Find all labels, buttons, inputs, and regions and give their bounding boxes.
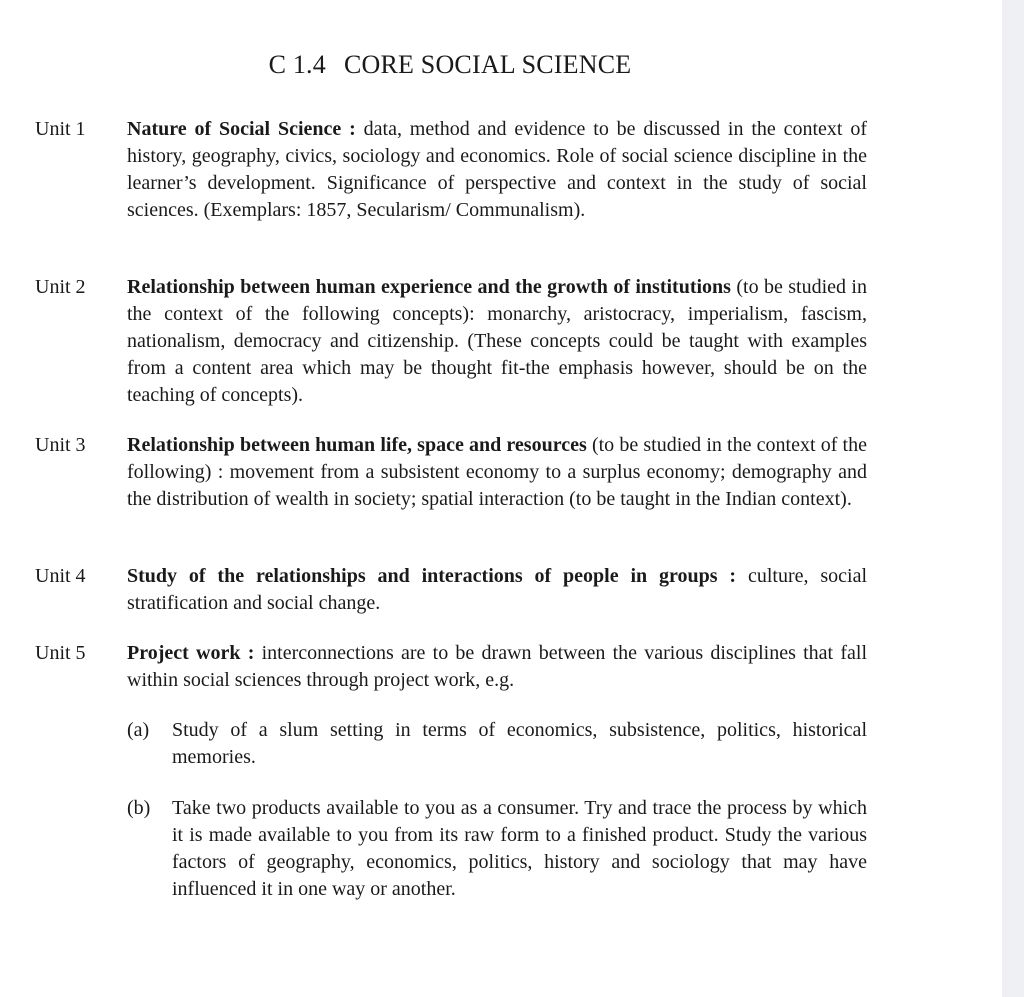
unit-description	[127, 274, 867, 409]
unit-description	[127, 432, 867, 513]
unit-heading: Relationship between human experience and the growth of institutions	[127, 276, 731, 298]
unit-4	[35, 563, 867, 623]
page-edge	[1002, 0, 1024, 997]
unit-text: (to be studied in the context of the following) : movement from a subsistent economy to a surplus economy; demography and the distribution of wealth in society; spatial interaction (to be taught in the Indian context).	[127, 434, 867, 510]
project-examples-list	[127, 717, 867, 907]
list-item-text: Take two products available to you as a consumer. Try and trace the process by which it is made available to you from its raw form to a finished product. Study the various factors of geography, economics, politics, history and sociology that may have influenced it in one way or another.	[172, 797, 867, 900]
unit-label: Unit 2	[35, 276, 86, 298]
unit-3	[35, 432, 867, 542]
unit-text: (to be studied in the context of the following concepts): monarchy, aristocracy, imperialism, fascism, nationalism, democracy and citizenship. (These concepts could be taught with examples from a content area which may be thought fit-the emphasis however, should be on the teaching of concepts).	[127, 276, 867, 406]
unit-5	[35, 640, 867, 700]
unit-description	[127, 640, 867, 694]
unit-1	[35, 116, 867, 256]
unit-text: interconnections are to be drawn between the various disciplines that fall within social sciences through project work, e.g.	[127, 642, 867, 691]
unit-text: culture, social stratification and social change.	[127, 565, 867, 614]
list-item-marker: (b)	[127, 797, 151, 819]
unit-description	[127, 116, 867, 224]
list-item-text: Study of a slum setting in terms of economics, subsistence, politics, historical memories.	[172, 719, 867, 768]
unit-label: Unit 5	[35, 642, 86, 664]
unit-text: data, method and evidence to be discussed in the context of history, geography, civics, sociology and economics. Role of social science discipline in the learner’s development. Significance of perspective and context in the study of social sciences. (Exemplars: 1857, Secularism/ Communalism).	[127, 118, 867, 221]
unit-heading: Project work :	[127, 642, 255, 664]
course-title: CORE SOCIAL SCIENCE	[343, 50, 632, 79]
list-item-marker: (a)	[127, 719, 150, 741]
unit-heading: Study of the relationships and interactions of people in groups :	[127, 565, 737, 587]
unit-heading: Nature of Social Science :	[127, 118, 356, 140]
course-code: C 1.4	[268, 50, 326, 79]
page-title	[0, 50, 900, 80]
unit-label: Unit 4	[35, 565, 86, 587]
unit-heading: Relationship between human life, space and resources	[127, 434, 587, 456]
unit-description	[127, 563, 867, 617]
unit-label: Unit 3	[35, 434, 86, 456]
list-item	[127, 717, 867, 777]
unit-label: Unit 1	[35, 118, 86, 140]
list-item	[127, 795, 867, 905]
unit-2	[35, 274, 867, 414]
